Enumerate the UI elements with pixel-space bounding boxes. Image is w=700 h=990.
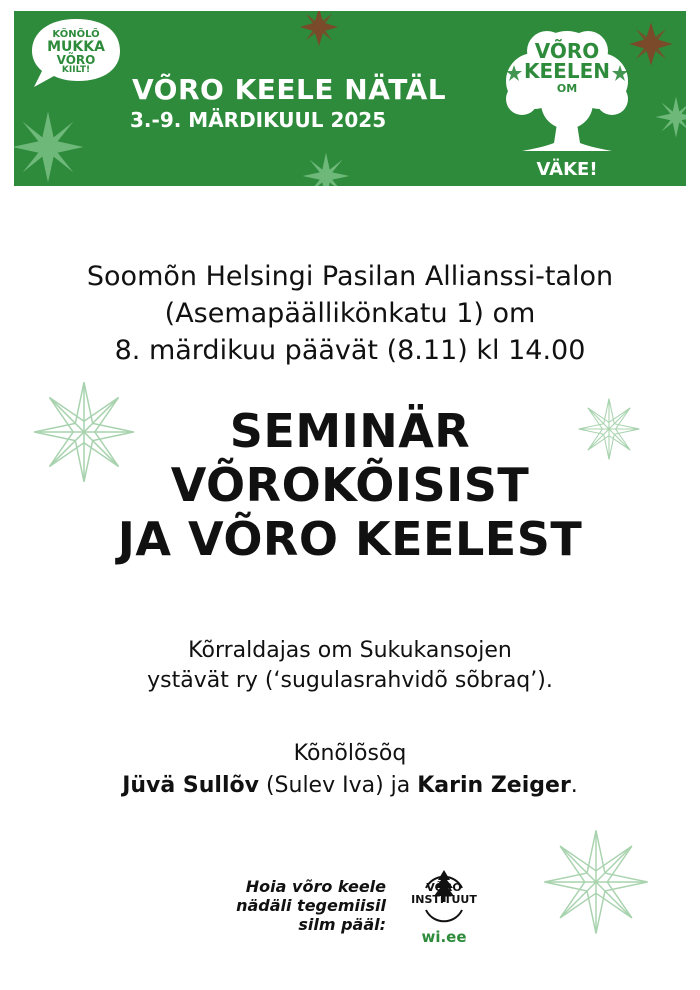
light-star-icon [296,151,356,186]
banner-title: VÕRO KEELE NÄTÄL [132,73,447,106]
logo-text [404,882,484,906]
tree-line: KEELEN [524,59,610,83]
bubble-slogan [28,15,124,89]
speakers-heading: Kõnõlõsõq [293,741,407,766]
bubble-line: MUKKA [47,38,105,55]
footer-note-line: Hoia võro keele [245,877,386,896]
speaker-alias: (Sulev Iva) ja [258,773,418,798]
tree-slogan-bottom: VÄKE! [536,159,598,180]
speakers-end: . [570,773,578,798]
speakers-line [0,770,700,802]
seminar-title-line: VÕROKÕISIST [170,458,530,512]
website-link[interactable]: wi.ee [421,928,467,946]
logo-line: VÕRO [426,881,462,894]
bubble-line: KÕNÕLÕ [52,28,100,40]
footer-note-line: silm pääl: [298,915,386,934]
footer-note [196,877,386,934]
seminar-title [0,404,700,566]
event-location-time [0,258,700,369]
tree-line: OM [556,82,578,95]
speaker-name: Jüvä Sullõv [122,773,259,798]
organizer-info [0,636,700,696]
footer-note-line: nädäli tegemiisil [236,896,386,915]
banner-dates: 3.-9. MÄRDIKUUL 2025 [130,108,387,132]
organizer-line: ystävät ry (‘sugulasrahvidõ sõbraq’). [147,668,553,693]
speaker-name: Karin Zeiger [417,773,571,798]
tree-line: VÕRO [534,39,600,63]
seminar-title-line: JA VÕRO KEELEST [117,512,583,566]
info-line: Soomõn Helsingi Pasilan Allianssi-talon [86,261,614,292]
info-line: 8. märdikuu päävät (8.11) kl 14.00 [114,335,586,366]
bubble-line: VÕRO [56,52,96,67]
info-line: (Asemapäällikönkatu 1) om [164,298,536,329]
tree-slogan [492,41,642,94]
seminar-title-line: SEMINÄR [229,404,471,458]
light-star-icon [14,109,86,185]
header-banner [14,11,686,186]
brown-star-icon [289,11,349,49]
logo-line: INSTITUUT [411,893,477,906]
light-star-icon [654,95,686,139]
organizer-line: Kõrraldajas om Sukukansojen [188,638,512,663]
bubble-line: KIILT! [61,64,91,75]
speakers-info [0,738,700,802]
snowflake-outline-icon [540,826,652,938]
